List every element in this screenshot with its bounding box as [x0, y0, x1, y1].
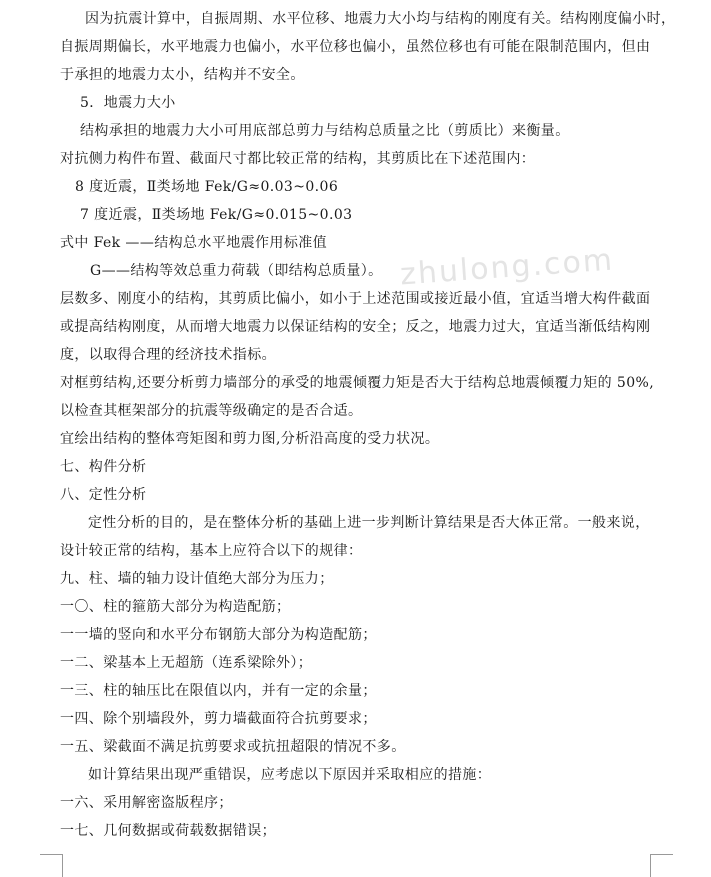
section-heading: 5．地震力大小: [80, 95, 176, 111]
list-item: 一二、梁基本上无超筋（连系梁除外）；: [60, 655, 313, 671]
paragraph-line: 式中 Fek ——结构总水平地震作用标准值: [60, 235, 328, 251]
paragraph-line: 或提高结构刚度，从而增大地震力以保证结构的安全；反之，地震力过大，宜适当渐低结构刚: [60, 319, 651, 335]
paragraph-line: 如计算结果出现严重错误，应考虑以下原因并采取相应的措施：: [88, 767, 492, 783]
paragraph-line: 定性分析的目的，是在整体分析的基础上进一步判断计算结果是否大体正常。一般来说，: [88, 515, 650, 531]
list-item: 九、柱、墙的轴力设计值绝大部分为压力；: [60, 571, 334, 587]
section-heading: 七、构件分析: [60, 459, 147, 475]
paragraph-line: 层数多、刚度小的结构，其剪质比偏小，如小于上述范围或接近最小值，宜适当增大构件截面: [60, 291, 651, 307]
page-corner-marker-left: [40, 854, 63, 877]
list-item: 一七、几何数据或荷载数据错误；: [60, 823, 276, 839]
list-item: 一一墙的竖向和水平分布钢筋大部分为构造配筋；: [60, 627, 377, 643]
watermark: zhulong.com: [399, 242, 616, 293]
section-heading: 八、定性分析: [60, 487, 147, 503]
paragraph-line: 自振周期偏长，水平地震力也偏小，水平位移也偏小，虽然位移也有可能在限制范围内，但由: [60, 39, 651, 55]
page-corner-marker-right: [650, 854, 673, 877]
paragraph-line: 度，以取得合理的经济技术指标。: [60, 347, 276, 363]
paragraph-line: 宜绘出结构的整体弯矩图和剪力图,分析沿高度的受力状况。: [60, 431, 440, 447]
paragraph-line: 7 度近震，Ⅱ类场地 Fek/G≈0.015~0.03: [80, 207, 353, 223]
paragraph-line: G——结构等效总重力荷载（即结构总质量）。: [90, 263, 383, 279]
paragraph-line: 设计较正常的结构，基本上应符合以下的规律：: [60, 543, 363, 559]
list-item: 一六、采用解密盗版程序；: [60, 795, 233, 811]
paragraph-line: 结构承担的地震力大小可用底部总剪力与结构总质量之比（剪质比）来衡量。: [80, 123, 570, 139]
list-item: 一三、柱的轴压比在限值以内，并有一定的余量；: [60, 683, 377, 699]
list-item: 一四、除个别墙段外，剪力墙截面符合抗剪要求；: [60, 711, 377, 727]
paragraph-line: 对框剪结构,还要分析剪力墙部分的承受的地震倾覆力矩是否大于结构总地震倾覆力矩的 50%,: [60, 375, 655, 391]
list-item: 一五、梁截面不满足抗剪要求或抗扭超限的情况不多。: [60, 739, 406, 755]
paragraph-line: 于承担的地震力太小，结构并不安全。: [60, 67, 305, 83]
paragraph-line: 对抗侧力构件布置、截面尺寸都比较正常的结构，其剪质比在下述范围内：: [60, 151, 536, 167]
paragraph-line: 8 度近震，Ⅱ类场地 Fek/G≈0.03~0.06: [75, 179, 339, 195]
paragraph-line: 以检查其框架部分的抗震等级确定的是否合适。: [60, 403, 363, 419]
list-item: 一〇、柱的箍筋大部分为构造配筋；: [60, 599, 291, 615]
paragraph-line: 因为抗震计算中，自振周期、水平位移、地震力大小均与结构的刚度有关。结构刚度偏小时，: [85, 11, 676, 27]
